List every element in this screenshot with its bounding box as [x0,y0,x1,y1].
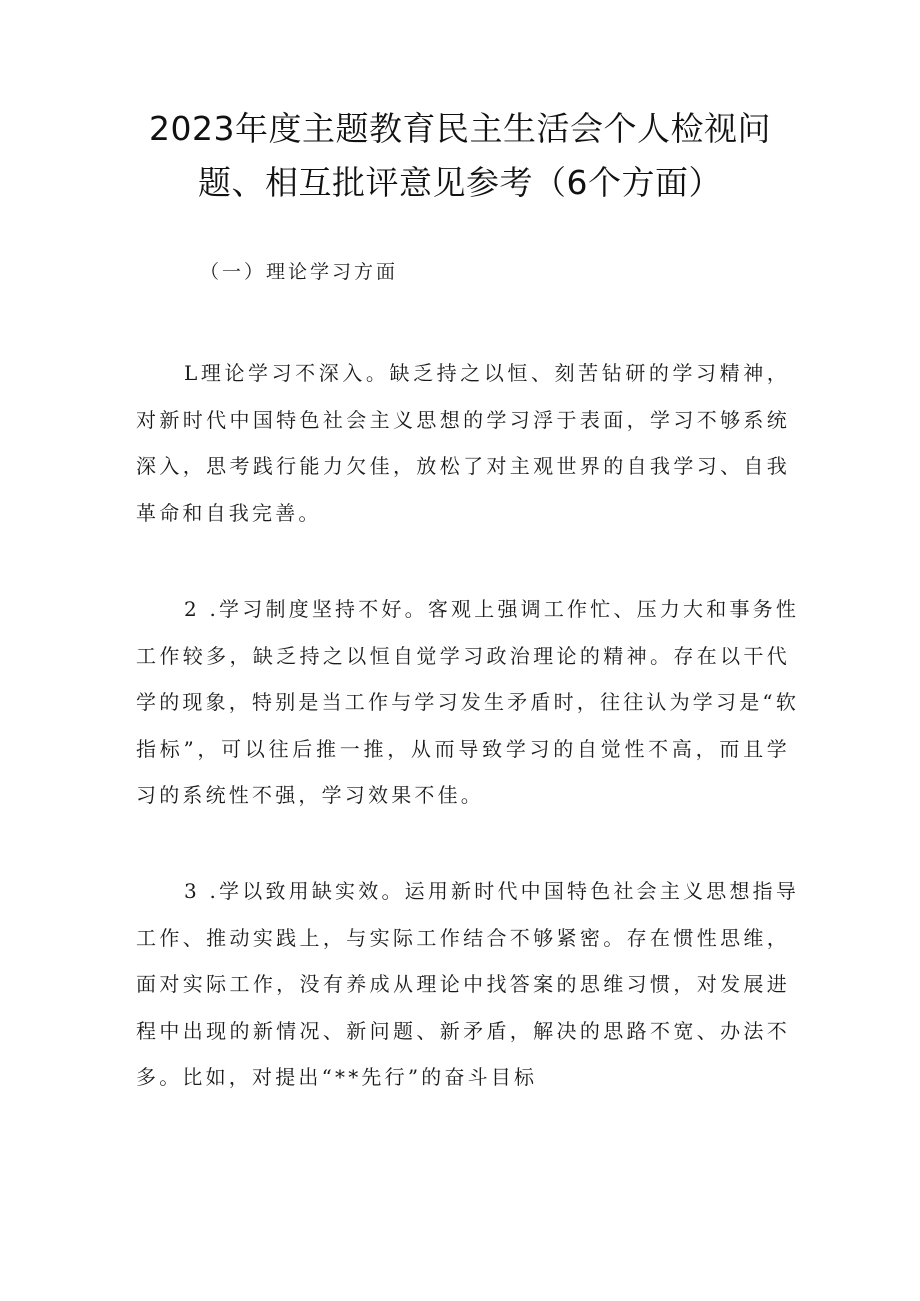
paragraph-line: 革命和自我完善。 [136,500,322,525]
section-heading: （一）理论学习方面 [200,261,399,283]
paragraph-line: 学的现象，特别是当工作与学习发生矛盾时，往往认为学习是“软 [136,690,800,714]
paragraph-line: 工作较多，缺乏持之以恒自觉学习政治理论的精神。存在以干代 [136,643,790,668]
paragraph-line: 工作、推动实践上，与实际工作结合不够紧密。存在惯性思维， [136,925,790,950]
title-line-1: 2023年度主题教育民主生活会个人检视问 [149,109,771,148]
paragraph-line: 习的系统性不强，学习效果不佳。 [136,783,484,807]
paragraph-line: 对新时代中国特色社会主义思想的学习浮于表面，学习不够系统 [136,407,790,432]
paragraph-1 [136,350,790,536]
paragraph-3 [136,868,800,1101]
paragraph-line: 深入，思考践行能力欠佳，放松了对主观世界的自我学习、自我 [136,454,790,478]
paragraph-line: 程中出现的新情况、新问题、新矛盾，解决的思路不宽、办法不 [136,1018,790,1043]
paragraph-line: 多。比如，对提出“**先行”的奋斗目标 [136,1065,538,1089]
paragraph-line: L理论学习不深入。缺乏持之以恒、刻苦钻研的学习精神， [184,361,790,385]
document-title [100,102,820,210]
paragraph-line: 3 .学以致用缺实效。运用新时代中国特色社会主义思想指导 [184,879,800,903]
paragraph-line: 面对实际工作，没有养成从理论中找答案的思维习惯，对发展进 [136,972,790,996]
paragraph-line: 2 .学习制度坚持不好。客观上强调工作忙、压力大和事务性 [184,597,800,621]
title-line-2: 题、相互批评意见参考（6个方面） [198,163,722,202]
paragraph-2 [136,586,800,819]
paragraph-line: 指标”，可以往后推一推，从而导致学习的自觉性不高，而且学 [136,736,790,761]
